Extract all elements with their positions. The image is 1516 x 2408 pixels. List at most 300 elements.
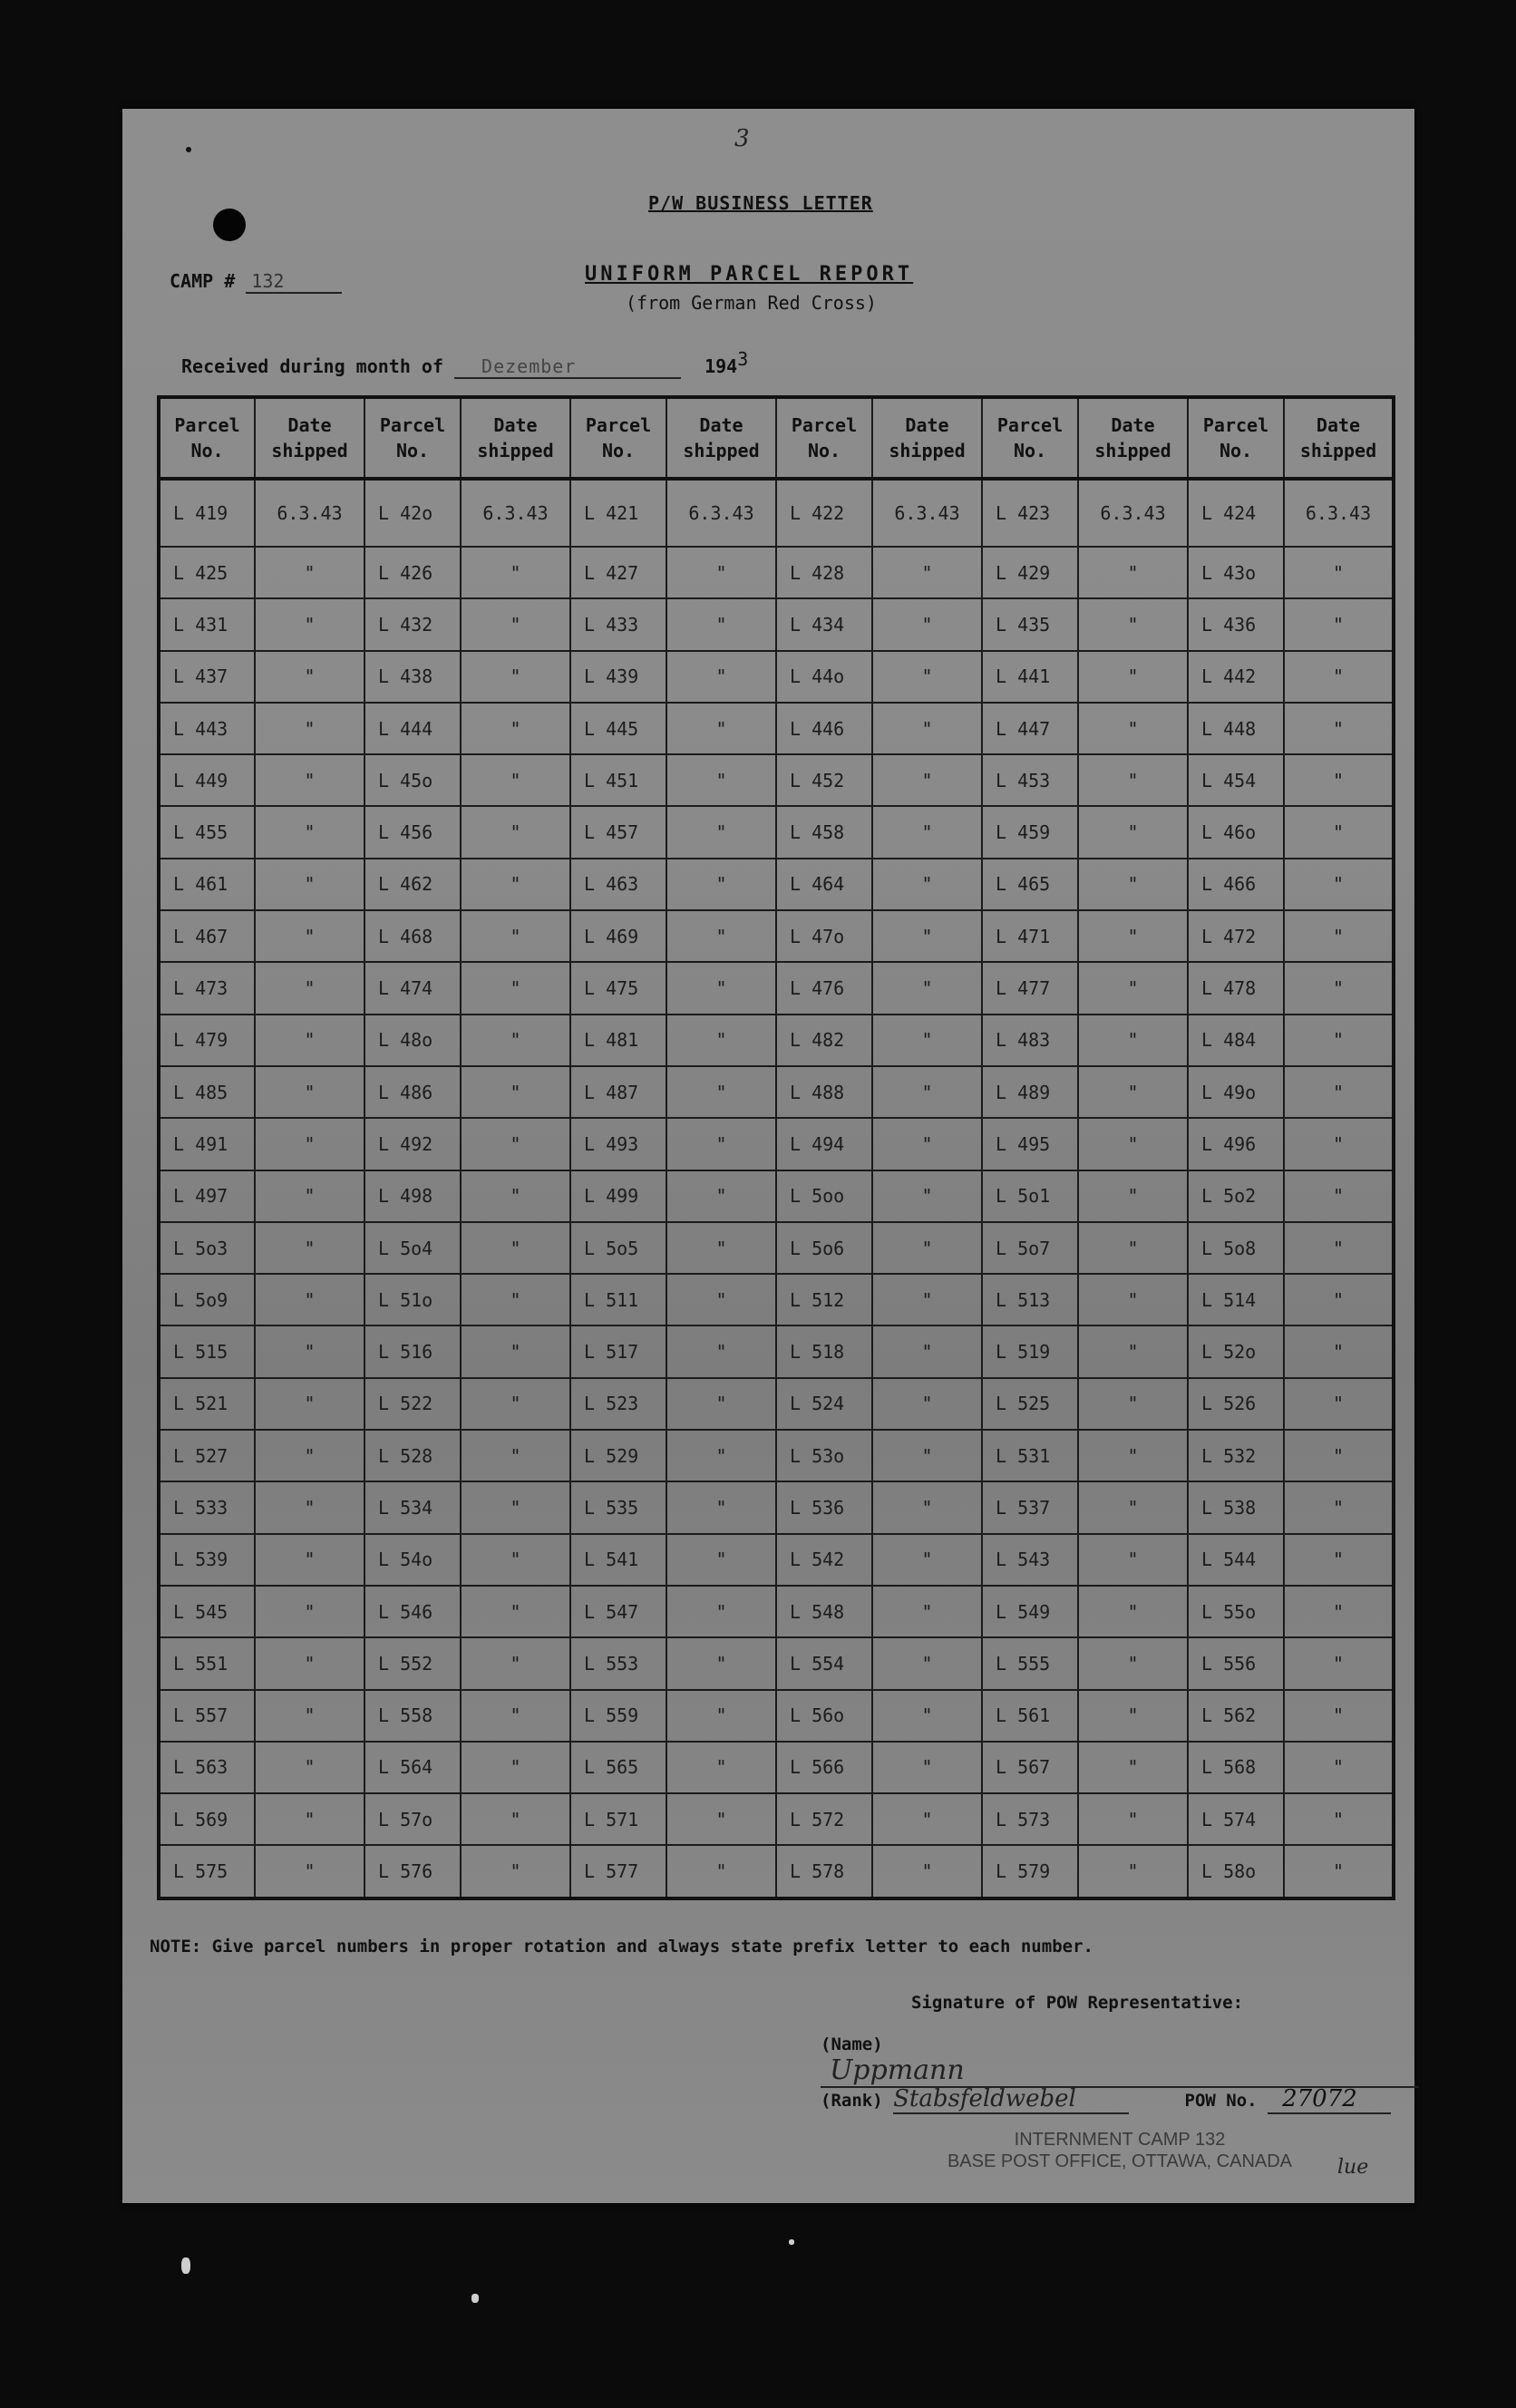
table-header-row bbox=[159, 397, 1394, 479]
date-shipped-cell: " bbox=[1284, 703, 1394, 754]
date-shipped-cell: " bbox=[461, 754, 570, 806]
parcel-number-cell: L 575 bbox=[159, 1845, 255, 1898]
parcel-number-cell: L 567 bbox=[982, 1742, 1078, 1793]
column-header: Parcel No. bbox=[776, 397, 872, 479]
parcel-number-cell: L 437 bbox=[159, 651, 255, 703]
parcel-number-cell: L 576 bbox=[364, 1845, 461, 1898]
table-row bbox=[159, 1325, 1394, 1377]
parcel-number-cell: L 425 bbox=[159, 547, 255, 598]
date-shipped-cell: " bbox=[255, 703, 364, 754]
date-shipped-cell: " bbox=[666, 1793, 776, 1845]
table-row bbox=[159, 1690, 1394, 1742]
parcel-number-cell: L 518 bbox=[776, 1325, 872, 1377]
date-shipped-cell: " bbox=[666, 859, 776, 910]
parcel-number-cell: L 497 bbox=[159, 1170, 255, 1222]
date-shipped-cell: " bbox=[872, 1015, 982, 1066]
column-header: Date shipped bbox=[1284, 397, 1394, 479]
parcel-number-cell: L 419 bbox=[159, 479, 255, 547]
parcel-number-cell: L 569 bbox=[159, 1793, 255, 1845]
parcel-number-cell: L 566 bbox=[776, 1742, 872, 1793]
parcel-number-cell: L 496 bbox=[1188, 1118, 1284, 1170]
date-shipped-cell: " bbox=[461, 1170, 570, 1222]
parcel-number-cell: L 434 bbox=[776, 598, 872, 650]
parcel-number-cell: L 474 bbox=[364, 962, 461, 1014]
date-shipped-cell: " bbox=[1078, 1690, 1188, 1742]
year-digit: 3 bbox=[737, 348, 749, 370]
parcel-number-cell: L 487 bbox=[570, 1066, 666, 1118]
date-shipped-cell: " bbox=[255, 1325, 364, 1377]
date-shipped-cell: " bbox=[1284, 547, 1394, 598]
parcel-number-cell: L 5o3 bbox=[159, 1222, 255, 1274]
date-shipped-cell: " bbox=[1078, 1378, 1188, 1430]
parcel-number-cell: L 461 bbox=[159, 859, 255, 910]
parcel-number-cell: L 523 bbox=[570, 1378, 666, 1430]
date-shipped-cell: " bbox=[666, 1742, 776, 1793]
date-shipped-cell: " bbox=[666, 1378, 776, 1430]
date-shipped-cell: " bbox=[255, 1015, 364, 1066]
table-row bbox=[159, 910, 1394, 962]
table-row bbox=[159, 479, 1394, 547]
table-row bbox=[159, 1378, 1394, 1430]
date-shipped-cell: " bbox=[1284, 859, 1394, 910]
column-header: Date shipped bbox=[872, 397, 982, 479]
parcel-number-cell: L 512 bbox=[776, 1274, 872, 1325]
date-shipped-cell: " bbox=[1284, 910, 1394, 962]
parcel-number-cell: L 483 bbox=[982, 1015, 1078, 1066]
stamp-line-2: BASE POST OFFICE, OTTAWA, CANADA bbox=[947, 2151, 1293, 2171]
table-row bbox=[159, 754, 1394, 806]
received-month: Dezember bbox=[454, 355, 681, 379]
parcel-number-cell: L 443 bbox=[159, 703, 255, 754]
table-row bbox=[159, 1481, 1394, 1533]
parcel-number-cell: L 55o bbox=[1188, 1586, 1284, 1637]
parcel-number-cell: L 5o4 bbox=[364, 1222, 461, 1274]
date-shipped-cell: " bbox=[872, 859, 982, 910]
table-row bbox=[159, 1118, 1394, 1170]
date-shipped-cell: 6.3.43 bbox=[461, 479, 570, 547]
parcel-number-cell: L 511 bbox=[570, 1274, 666, 1325]
parcel-number-cell: L 533 bbox=[159, 1481, 255, 1533]
parcel-number-cell: L 49o bbox=[1188, 1066, 1284, 1118]
parcel-number-cell: L 517 bbox=[570, 1325, 666, 1377]
parcel-number-cell: L 446 bbox=[776, 703, 872, 754]
date-shipped-cell: " bbox=[1284, 962, 1394, 1014]
date-shipped-cell: 6.3.43 bbox=[666, 479, 776, 547]
censor-initials: lue bbox=[1337, 2156, 1369, 2179]
parcel-number-cell: L 565 bbox=[570, 1742, 666, 1793]
parcel-number-cell: L 527 bbox=[159, 1430, 255, 1481]
film-speck bbox=[181, 2258, 190, 2274]
date-shipped-cell: 6.3.43 bbox=[1078, 479, 1188, 547]
date-shipped-cell: " bbox=[872, 1742, 982, 1793]
parcel-number-cell: L 465 bbox=[982, 859, 1078, 910]
parcel-number-cell: L 515 bbox=[159, 1325, 255, 1377]
date-shipped-cell: " bbox=[461, 1430, 570, 1481]
date-shipped-cell: " bbox=[872, 910, 982, 962]
date-shipped-cell: " bbox=[1078, 1742, 1188, 1793]
parcel-number-cell: L 548 bbox=[776, 1586, 872, 1637]
date-shipped-cell: " bbox=[1078, 1066, 1188, 1118]
date-shipped-cell: " bbox=[666, 910, 776, 962]
rank-label: (Rank) bbox=[821, 2091, 883, 2111]
parcel-number-cell: L 423 bbox=[982, 479, 1078, 547]
name-signature: Uppmann bbox=[821, 2054, 1419, 2088]
parcel-number-cell: L 492 bbox=[364, 1118, 461, 1170]
parcel-number-cell: L 539 bbox=[159, 1534, 255, 1586]
parcel-number-cell: L 562 bbox=[1188, 1690, 1284, 1742]
date-shipped-cell: " bbox=[1078, 1481, 1188, 1533]
name-label: (Name) bbox=[821, 2034, 883, 2054]
parcel-number-cell: L 468 bbox=[364, 910, 461, 962]
date-shipped-cell: " bbox=[666, 598, 776, 650]
column-header: Date shipped bbox=[255, 397, 364, 479]
parcel-number-cell: L 519 bbox=[982, 1325, 1078, 1377]
parcel-number-cell: L 499 bbox=[570, 1170, 666, 1222]
parcel-number-cell: L 459 bbox=[982, 806, 1078, 858]
date-shipped-cell: " bbox=[255, 1274, 364, 1325]
table-row bbox=[159, 1274, 1394, 1325]
parcel-number-cell: L 455 bbox=[159, 806, 255, 858]
date-shipped-cell: " bbox=[872, 1325, 982, 1377]
date-shipped-cell: " bbox=[1284, 651, 1394, 703]
punch-hole bbox=[213, 209, 246, 241]
date-shipped-cell: " bbox=[1078, 598, 1188, 650]
parcel-number-cell: L 447 bbox=[982, 703, 1078, 754]
column-header: Parcel No. bbox=[1188, 397, 1284, 479]
parcel-number-cell: L 494 bbox=[776, 1118, 872, 1170]
parcel-number-cell: L 558 bbox=[364, 1690, 461, 1742]
date-shipped-cell: " bbox=[461, 1742, 570, 1793]
date-shipped-cell: " bbox=[872, 598, 982, 650]
parcel-number-cell: L 429 bbox=[982, 547, 1078, 598]
parcel-number-cell: L 5o5 bbox=[570, 1222, 666, 1274]
date-shipped-cell: " bbox=[255, 859, 364, 910]
parcel-number-cell: L 453 bbox=[982, 754, 1078, 806]
date-shipped-cell: " bbox=[255, 1637, 364, 1689]
parcel-number-cell: L 563 bbox=[159, 1742, 255, 1793]
date-shipped-cell: " bbox=[255, 1586, 364, 1637]
column-header: Date shipped bbox=[461, 397, 570, 479]
date-shipped-cell: " bbox=[1284, 1066, 1394, 1118]
date-shipped-cell: " bbox=[255, 598, 364, 650]
parcel-number-cell: L 532 bbox=[1188, 1430, 1284, 1481]
parcel-number-cell: L 51o bbox=[364, 1274, 461, 1325]
camp-number: 132 bbox=[246, 270, 342, 294]
date-shipped-cell: " bbox=[1078, 1170, 1188, 1222]
parcel-number-cell: L 521 bbox=[159, 1378, 255, 1430]
date-shipped-cell: " bbox=[872, 547, 982, 598]
date-shipped-cell: " bbox=[872, 806, 982, 858]
parcel-number-cell: L 436 bbox=[1188, 598, 1284, 650]
date-shipped-cell: " bbox=[666, 1325, 776, 1377]
date-shipped-cell: " bbox=[666, 547, 776, 598]
date-shipped-cell: " bbox=[872, 1690, 982, 1742]
parcel-number-cell: L 564 bbox=[364, 1742, 461, 1793]
column-header: Parcel No. bbox=[364, 397, 461, 479]
parcel-number-cell: L 5o6 bbox=[776, 1222, 872, 1274]
date-shipped-cell: " bbox=[461, 1793, 570, 1845]
parcel-number-cell: L 463 bbox=[570, 859, 666, 910]
date-shipped-cell: " bbox=[872, 1430, 982, 1481]
date-shipped-cell: " bbox=[872, 962, 982, 1014]
table-row bbox=[159, 1845, 1394, 1898]
parcel-number-cell: L 484 bbox=[1188, 1015, 1284, 1066]
parcel-number-cell: L 493 bbox=[570, 1118, 666, 1170]
parcel-number-cell: L 44o bbox=[776, 651, 872, 703]
parcel-number-cell: L 432 bbox=[364, 598, 461, 650]
parcel-number-cell: L 481 bbox=[570, 1015, 666, 1066]
date-shipped-cell: 6.3.43 bbox=[872, 479, 982, 547]
date-shipped-cell: " bbox=[1284, 598, 1394, 650]
parcel-number-cell: L 489 bbox=[982, 1066, 1078, 1118]
date-shipped-cell: " bbox=[666, 1586, 776, 1637]
date-shipped-cell: " bbox=[666, 1845, 776, 1898]
parcel-number-cell: L 448 bbox=[1188, 703, 1284, 754]
parcel-number-cell: L 547 bbox=[570, 1586, 666, 1637]
year-prefix: 194 bbox=[705, 355, 738, 377]
parcel-number-cell: L 464 bbox=[776, 859, 872, 910]
parcel-number-cell: L 43o bbox=[1188, 547, 1284, 598]
ink-dot bbox=[186, 147, 191, 152]
pow-label: POW No. bbox=[1184, 2091, 1258, 2111]
table-row bbox=[159, 1742, 1394, 1793]
date-shipped-cell: " bbox=[1078, 1430, 1188, 1481]
parcel-number-cell: L 491 bbox=[159, 1118, 255, 1170]
date-shipped-cell: " bbox=[666, 1430, 776, 1481]
parcel-number-cell: L 551 bbox=[159, 1637, 255, 1689]
parcel-number-cell: L 488 bbox=[776, 1066, 872, 1118]
parcel-number-cell: L 513 bbox=[982, 1274, 1078, 1325]
parcel-number-cell: L 442 bbox=[1188, 651, 1284, 703]
parcel-number-cell: L 5oo bbox=[776, 1170, 872, 1222]
date-shipped-cell: " bbox=[461, 1481, 570, 1533]
parcel-number-cell: L 441 bbox=[982, 651, 1078, 703]
date-shipped-cell: " bbox=[872, 1274, 982, 1325]
parcel-number-cell: L 431 bbox=[159, 598, 255, 650]
date-shipped-cell: " bbox=[1284, 1534, 1394, 1586]
parcel-number-cell: L 498 bbox=[364, 1170, 461, 1222]
date-shipped-cell: " bbox=[1078, 806, 1188, 858]
date-shipped-cell: " bbox=[461, 547, 570, 598]
date-shipped-cell: " bbox=[1284, 1274, 1394, 1325]
parcel-number-cell: L 445 bbox=[570, 703, 666, 754]
column-header: Date shipped bbox=[1078, 397, 1188, 479]
date-shipped-cell: " bbox=[872, 1586, 982, 1637]
rank-value: Stabsfeldwebel bbox=[893, 2085, 1129, 2114]
table-row bbox=[159, 1637, 1394, 1689]
parcel-number-cell: L 486 bbox=[364, 1066, 461, 1118]
date-shipped-cell: " bbox=[255, 754, 364, 806]
date-shipped-cell: " bbox=[666, 1170, 776, 1222]
date-shipped-cell: " bbox=[666, 651, 776, 703]
date-shipped-cell: " bbox=[666, 1066, 776, 1118]
parcel-number-cell: L 457 bbox=[570, 806, 666, 858]
date-shipped-cell: " bbox=[872, 1845, 982, 1898]
date-shipped-cell: " bbox=[1078, 1793, 1188, 1845]
parcel-number-cell: L 525 bbox=[982, 1378, 1078, 1430]
table-row bbox=[159, 651, 1394, 703]
date-shipped-cell: " bbox=[461, 598, 570, 650]
date-shipped-cell: " bbox=[255, 1170, 364, 1222]
table-row bbox=[159, 962, 1394, 1014]
date-shipped-cell: " bbox=[872, 1637, 982, 1689]
date-shipped-cell: " bbox=[666, 1015, 776, 1066]
date-shipped-cell: " bbox=[461, 1845, 570, 1898]
date-shipped-cell: " bbox=[1284, 1015, 1394, 1066]
date-shipped-cell: " bbox=[1078, 547, 1188, 598]
parcel-table bbox=[157, 395, 1395, 1900]
date-shipped-cell: " bbox=[872, 1222, 982, 1274]
parcel-number-cell: L 577 bbox=[570, 1845, 666, 1898]
parcel-number-cell: L 57o bbox=[364, 1793, 461, 1845]
parcel-number-cell: L 572 bbox=[776, 1793, 872, 1845]
parcel-number-cell: L 438 bbox=[364, 651, 461, 703]
table-row bbox=[159, 598, 1394, 650]
date-shipped-cell: " bbox=[1078, 1637, 1188, 1689]
table-row bbox=[159, 1222, 1394, 1274]
parcel-number-cell: L 5o9 bbox=[159, 1274, 255, 1325]
date-shipped-cell: " bbox=[1284, 1222, 1394, 1274]
parcel-number-cell: L 53o bbox=[776, 1430, 872, 1481]
parcel-number-cell: L 466 bbox=[1188, 859, 1284, 910]
received-label: Received during month of bbox=[181, 355, 443, 377]
date-shipped-cell: " bbox=[255, 806, 364, 858]
camp-stamp bbox=[911, 2129, 1328, 2172]
date-shipped-cell: " bbox=[461, 1325, 570, 1377]
parcel-number-cell: L 542 bbox=[776, 1534, 872, 1586]
date-shipped-cell: " bbox=[1284, 1637, 1394, 1689]
parcel-number-cell: L 42o bbox=[364, 479, 461, 547]
parcel-number-cell: L 427 bbox=[570, 547, 666, 598]
date-shipped-cell: " bbox=[666, 703, 776, 754]
table-row bbox=[159, 859, 1394, 910]
parcel-number-cell: L 555 bbox=[982, 1637, 1078, 1689]
parcel-number-cell: L 534 bbox=[364, 1481, 461, 1533]
parcel-number-cell: L 454 bbox=[1188, 754, 1284, 806]
parcel-number-cell: L 524 bbox=[776, 1378, 872, 1430]
table-row bbox=[159, 1534, 1394, 1586]
parcel-number-cell: L 571 bbox=[570, 1793, 666, 1845]
date-shipped-cell: " bbox=[461, 1586, 570, 1637]
date-shipped-cell: " bbox=[666, 806, 776, 858]
date-shipped-cell: " bbox=[461, 703, 570, 754]
parcel-number-cell: L 477 bbox=[982, 962, 1078, 1014]
parcel-number-cell: L 458 bbox=[776, 806, 872, 858]
parcel-number-cell: L 47o bbox=[776, 910, 872, 962]
date-shipped-cell: " bbox=[461, 1534, 570, 1586]
date-shipped-cell: " bbox=[872, 1534, 982, 1586]
date-shipped-cell: " bbox=[461, 1118, 570, 1170]
parcel-number-cell: L 467 bbox=[159, 910, 255, 962]
parcel-number-cell: L 554 bbox=[776, 1637, 872, 1689]
date-shipped-cell: " bbox=[666, 962, 776, 1014]
name-field bbox=[821, 2034, 1419, 2088]
date-shipped-cell: " bbox=[872, 651, 982, 703]
date-shipped-cell: " bbox=[1284, 1430, 1394, 1481]
date-shipped-cell: " bbox=[461, 651, 570, 703]
camp-label: CAMP # bbox=[170, 270, 236, 292]
note-text: NOTE: Give parcel numbers in proper rotation and always state prefix letter to each number. bbox=[150, 1937, 1093, 1956]
date-shipped-cell: " bbox=[255, 1742, 364, 1793]
parcel-number-cell: L 449 bbox=[159, 754, 255, 806]
parcel-number-cell: L 452 bbox=[776, 754, 872, 806]
date-shipped-cell: " bbox=[461, 910, 570, 962]
date-shipped-cell: " bbox=[255, 962, 364, 1014]
parcel-number-cell: L 535 bbox=[570, 1481, 666, 1533]
date-shipped-cell: " bbox=[255, 1793, 364, 1845]
parcel-number-cell: L 557 bbox=[159, 1690, 255, 1742]
date-shipped-cell: " bbox=[1078, 962, 1188, 1014]
camp-field bbox=[170, 270, 342, 294]
date-shipped-cell: " bbox=[461, 1274, 570, 1325]
parcel-number-cell: L 5o2 bbox=[1188, 1170, 1284, 1222]
date-shipped-cell: " bbox=[1078, 1534, 1188, 1586]
parcel-number-cell: L 545 bbox=[159, 1586, 255, 1637]
date-shipped-cell: " bbox=[1284, 1378, 1394, 1430]
date-shipped-cell: " bbox=[255, 1481, 364, 1533]
parcel-number-cell: L 5o7 bbox=[982, 1222, 1078, 1274]
parcel-number-cell: L 5o8 bbox=[1188, 1222, 1284, 1274]
parcel-number-cell: L 482 bbox=[776, 1015, 872, 1066]
date-shipped-cell: " bbox=[255, 1534, 364, 1586]
parcel-number-cell: L 573 bbox=[982, 1793, 1078, 1845]
report-subtitle: (from German Red Cross) bbox=[626, 292, 877, 314]
date-shipped-cell: " bbox=[461, 1066, 570, 1118]
parcel-number-cell: L 549 bbox=[982, 1586, 1078, 1637]
date-shipped-cell: " bbox=[1284, 754, 1394, 806]
parcel-number-cell: L 58o bbox=[1188, 1845, 1284, 1898]
pow-number: 27072 bbox=[1268, 2085, 1391, 2114]
parcel-number-cell: L 543 bbox=[982, 1534, 1078, 1586]
date-shipped-cell: " bbox=[1284, 1481, 1394, 1533]
table-row bbox=[159, 1430, 1394, 1481]
date-shipped-cell: " bbox=[666, 1637, 776, 1689]
parcel-number-cell: L 528 bbox=[364, 1430, 461, 1481]
parcel-number-cell: L 538 bbox=[1188, 1481, 1284, 1533]
date-shipped-cell: " bbox=[1284, 1742, 1394, 1793]
parcel-number-cell: L 579 bbox=[982, 1845, 1078, 1898]
date-shipped-cell: " bbox=[461, 1378, 570, 1430]
table-row bbox=[159, 1793, 1394, 1845]
date-shipped-cell: 6.3.43 bbox=[255, 479, 364, 547]
date-shipped-cell: " bbox=[1078, 703, 1188, 754]
date-shipped-cell: " bbox=[666, 1118, 776, 1170]
parcel-number-cell: L 553 bbox=[570, 1637, 666, 1689]
parcel-number-cell: L 471 bbox=[982, 910, 1078, 962]
parcel-number-cell: L 544 bbox=[1188, 1534, 1284, 1586]
date-shipped-cell: " bbox=[1078, 1845, 1188, 1898]
parcel-number-cell: L 541 bbox=[570, 1534, 666, 1586]
film-speck bbox=[471, 2294, 479, 2303]
parcel-number-cell: L 462 bbox=[364, 859, 461, 910]
parcel-number-cell: L 473 bbox=[159, 962, 255, 1014]
received-field bbox=[181, 348, 749, 379]
date-shipped-cell: " bbox=[255, 910, 364, 962]
date-shipped-cell: " bbox=[666, 1481, 776, 1533]
parcel-number-cell: L 537 bbox=[982, 1481, 1078, 1533]
table-body bbox=[159, 479, 1394, 1898]
parcel-number-cell: L 478 bbox=[1188, 962, 1284, 1014]
parcel-number-cell: L 444 bbox=[364, 703, 461, 754]
parcel-number-cell: L 5o1 bbox=[982, 1170, 1078, 1222]
parcel-number-cell: L 568 bbox=[1188, 1742, 1284, 1793]
date-shipped-cell: " bbox=[461, 806, 570, 858]
parcel-number-cell: L 556 bbox=[1188, 1637, 1284, 1689]
parcel-number-cell: L 578 bbox=[776, 1845, 872, 1898]
date-shipped-cell: " bbox=[872, 703, 982, 754]
parcel-number-cell: L 552 bbox=[364, 1637, 461, 1689]
date-shipped-cell: " bbox=[666, 1690, 776, 1742]
